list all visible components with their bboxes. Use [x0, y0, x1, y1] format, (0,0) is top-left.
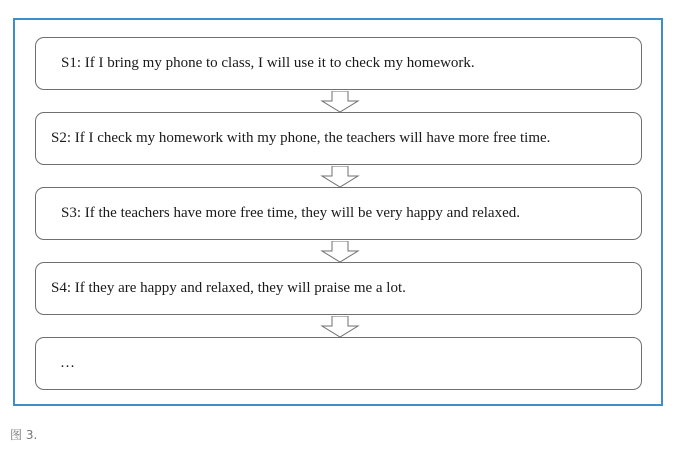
down-arrow-icon [318, 166, 362, 188]
step-text-s3: S3: If the teachers have more free time, they will be very happy and relaxed. [61, 205, 520, 221]
step-text-ellipsis: … [60, 355, 75, 371]
step-box-ellipsis [35, 337, 642, 390]
diagram-frame [13, 18, 663, 406]
step-box-s1 [35, 37, 642, 90]
step-box-s2 [35, 112, 642, 165]
step-box-s4 [35, 262, 642, 315]
down-arrow-icon [318, 241, 362, 263]
down-arrow-icon [318, 91, 362, 113]
figure-caption: 图 3. [10, 428, 38, 442]
down-arrow-icon [318, 316, 362, 338]
step-text-s2: S2: If I check my homework with my phone, the teachers will have more free time. [51, 130, 551, 146]
step-box-s3 [35, 187, 642, 240]
step-text-s4: S4: If they are happy and relaxed, they will praise me a lot. [51, 280, 406, 296]
step-text-s1: S1: If I bring my phone to class, I will use it to check my homework. [61, 55, 475, 71]
